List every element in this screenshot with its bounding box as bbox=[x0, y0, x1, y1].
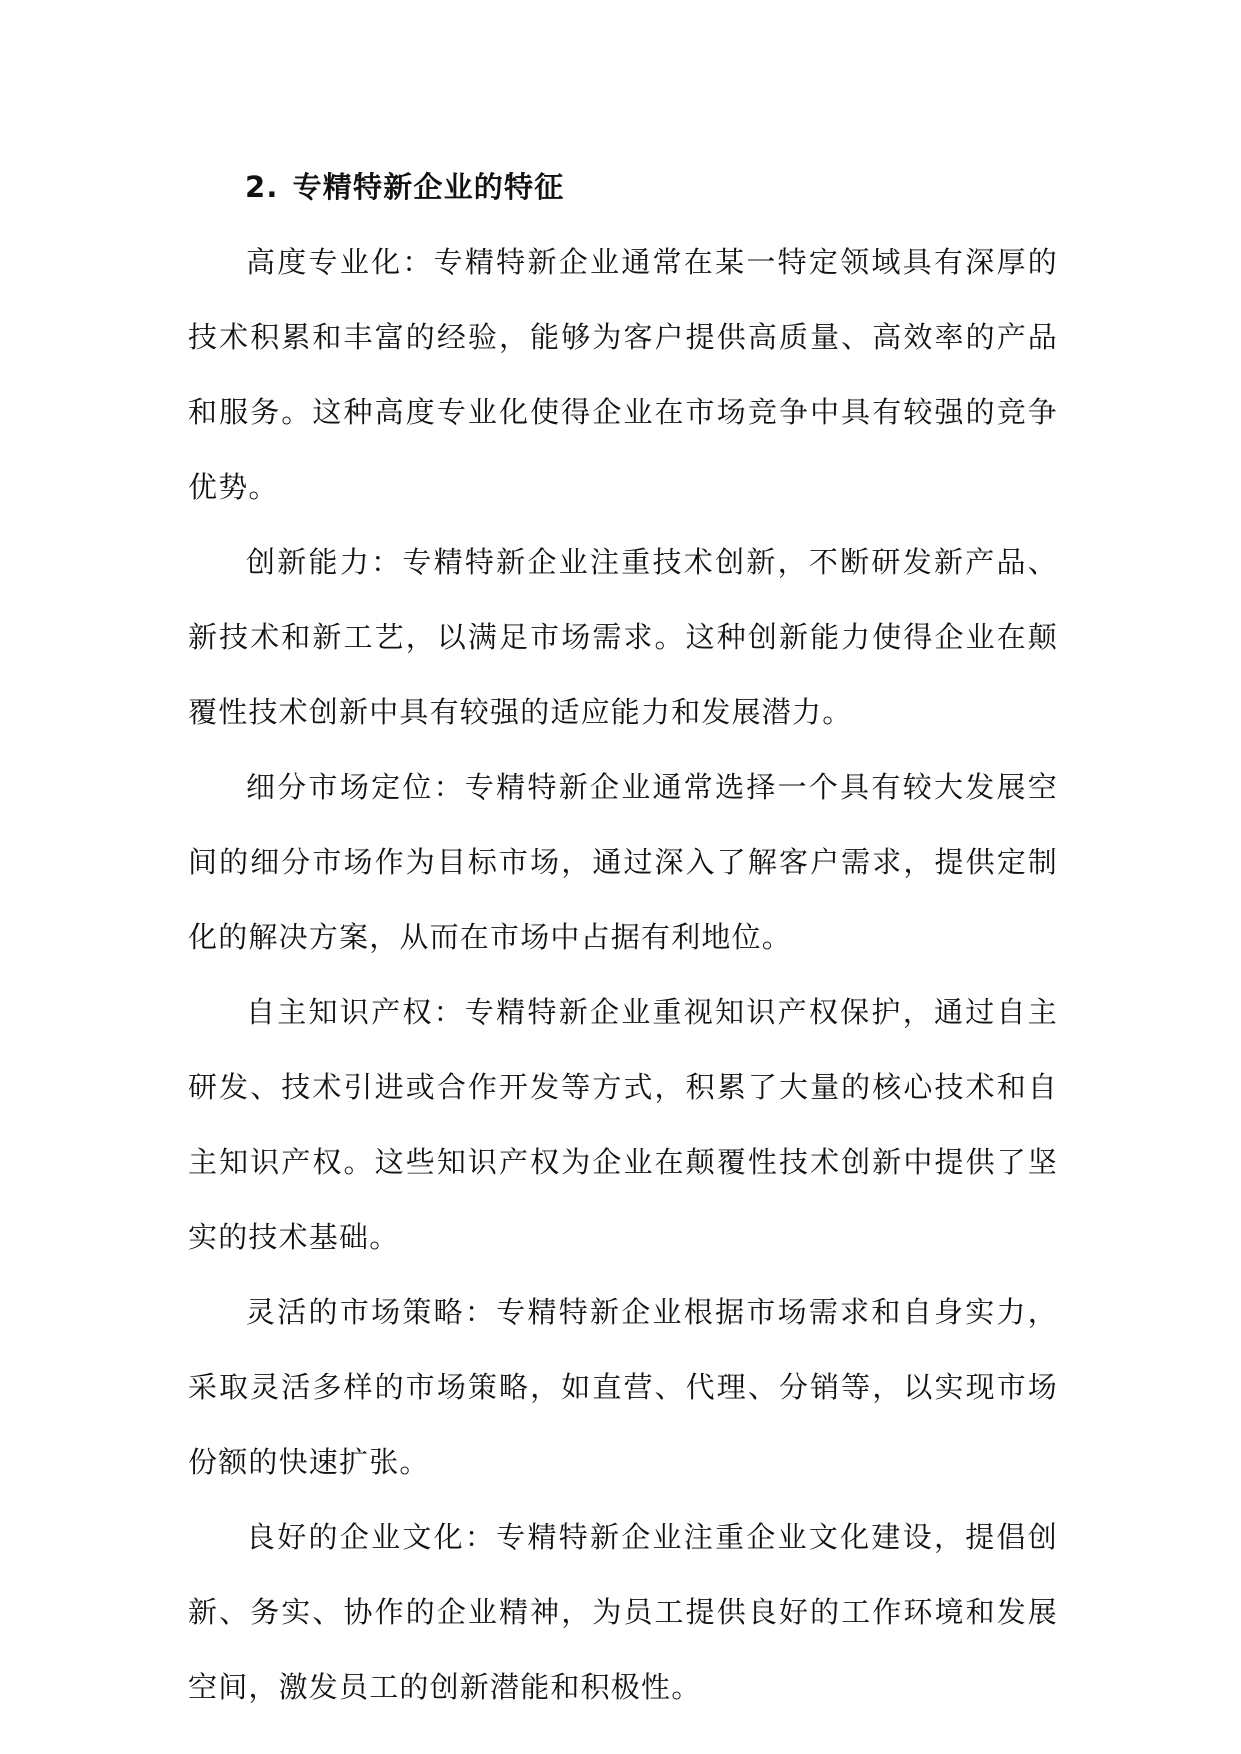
paragraph-innovation bbox=[188, 525, 1058, 750]
paragraph-text: 专精特新企业注重企业文化建设，提倡创新、务实、协作的企业精神，为员工提供良好的工作环境和发展空间，激发员工的创新潜能和积极性。 bbox=[188, 1520, 1058, 1704]
paragraph-lead: 自主知识产权： bbox=[246, 995, 465, 1029]
paragraph-text: 专精特新企业注重技术创新，不断研发新产品、新技术和新工艺，以满足市场需求。这种创新能力使得企业在颠覆性技术创新中具有较强的适应能力和发展潜力。 bbox=[188, 545, 1058, 729]
paragraph-text: 专精特新企业通常在某一特定领域具有深厚的技术积累和丰富的经验，能够为客户提供高质量、高效率的产品和服务。这种高度专业化使得企业在市场竞争中具有较强的竞争优势。 bbox=[188, 245, 1058, 504]
section-number: 2. bbox=[245, 170, 279, 204]
document-body bbox=[188, 150, 1058, 1725]
paragraph-culture bbox=[188, 1500, 1058, 1725]
paragraph-ip bbox=[188, 975, 1058, 1275]
section-title: 专精特新企业的特征 bbox=[292, 170, 565, 204]
paragraph-text: 专精特新企业根据市场需求和自身实力，采取灵活多样的市场策略，如直营、代理、分销等，以实现市场份额的快速扩张。 bbox=[188, 1295, 1058, 1479]
paragraph-text: 专精特新企业通常选择一个具有较大发展空间的细分市场作为目标市场，通过深入了解客户需求，提供定制化的解决方案，从而在市场中占据有利地位。 bbox=[188, 770, 1058, 954]
paragraph-lead: 细分市场定位： bbox=[246, 770, 465, 804]
paragraph-specialization bbox=[188, 225, 1058, 525]
section-heading bbox=[188, 150, 1058, 225]
paragraph-lead: 高度专业化： bbox=[246, 245, 434, 279]
paragraph-lead: 良好的企业文化： bbox=[246, 1520, 497, 1554]
paragraph-lead: 灵活的市场策略： bbox=[246, 1295, 497, 1329]
paragraph-text: 专精特新企业重视知识产权保护，通过自主研发、技术引进或合作开发等方式，积累了大量的核心技术和自主知识产权。这些知识产权为企业在颠覆性技术创新中提供了坚实的技术基础。 bbox=[188, 995, 1058, 1254]
paragraph-niche-market bbox=[188, 750, 1058, 975]
paragraph-lead: 创新能力： bbox=[246, 545, 403, 579]
paragraph-market-strategy bbox=[188, 1275, 1058, 1500]
